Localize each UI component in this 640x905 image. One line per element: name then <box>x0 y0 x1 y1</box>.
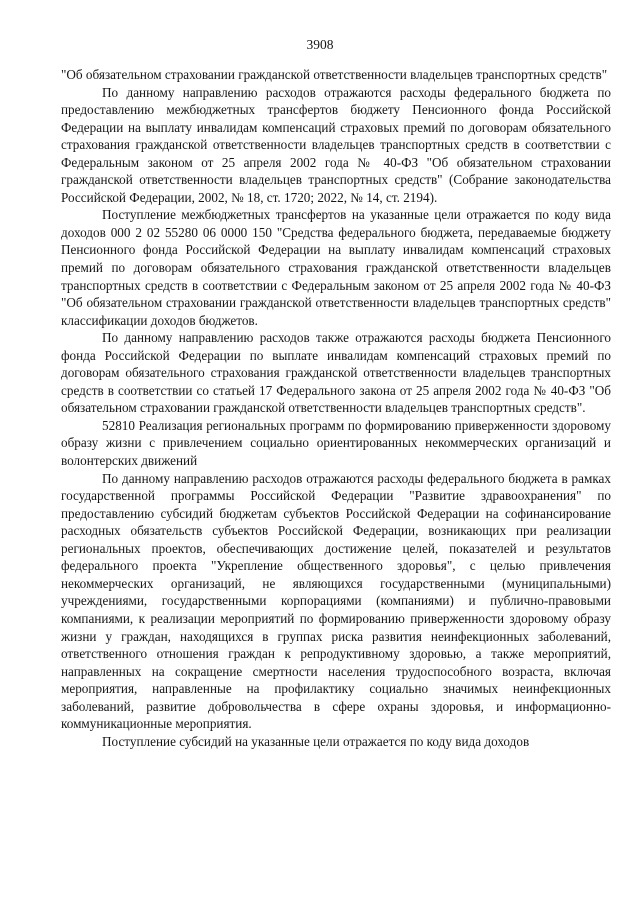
paragraph-revenue-code: Поступление межбюджетных трансфертов на указанные цели отражается по коду вида доходов 000 2 02 55280 06 0000 150 "Средства федерального бюджета, передаваемые бюджету Пенсионного фонда Российской Федерации на выплату инвалидам компенсаций страховых премий по договорам обязательного страхования гражданской ответственности владельцев транспортных средств в соответствии с Федеральным законом от 25 апреля 2002 года № 40-ФЗ "Об обязательном страховании гражданской ответственности владельцев транспортных средств" классификации доходов бюджетов. <box>61 207 611 328</box>
paragraph-healthcare-subsidies: По данному направлению расходов отражаются расходы федерального бюджета в рамках государственной программы Российской Федерации "Развитие здравоохранения" по предоставлению субсидий бюджетам субъектов Российской Федерации на софинансирование расходных обязательств субъектов Российской Федерации, возникающих при реализации региональных проектов, обеспечивающих достижение целей, показателей и результатов федерального проекта "Укрепление общественного здоровья", с целью привлечения некоммерческих организаций, не являющихся государственными (муниципальными) учреждениями, государственными корпорациями (компаниями) и публично-правовыми компаниями, к реализации мероприятий по формированию приверженности здоровому образу жизни у граждан, находящихся в группах риска развития неинфекционных заболеваний, ответственного отношения граждан к репродуктивному здоровью, а также мероприятий, направленных на сокращение смертности населения трудоспособного возраста, включая мероприятия, направленные на профилактику социально значимых неинфекционных заболеваний, развитие добровольчества в сфере охраны здоровья, и информационно-коммуникационные мероприятия. <box>61 470 611 732</box>
paragraph-subsidy-revenue-code: Поступление субсидий на указанные цели отражается по коду вида доходов <box>102 733 530 749</box>
paragraph-pension-fund-expenses: По данному направлению расходов также отражаются расходы бюджета Пенсионного фонда Российской Федерации по выплате инвалидам компенсаций страховых премий по договорам обязательного страхования гражданской ответственности владельцев транспортных средств в соответствии со статьей 17 Федерального закона от 25 апреля 2002 года № 40-ФЗ "Об обязательном страховании гражданской ответственности владельцев транспортных средств". <box>61 330 611 416</box>
page-number: 3908 <box>306 37 334 52</box>
paragraph-law-title-continuation: "Об обязательном страховании гражданской ответственности владельцев транспортных средств" <box>61 67 608 82</box>
paragraph-federal-budget-transfers: По данному направлению расходов отражаются расходы федерального бюджета по предоставлению межбюджетных трансфертов бюджету Пенсионного фонда Российской Федерации на выплату инвалидам компенсаций страховых премий по договорам обязательного страхования гражданской ответственности владельцев транспортных средств в соответствии с Федеральным законом от 25 апреля 2002 года № 40-ФЗ "Об обязательном страховании гражданской ответственности владельцев транспортных средств" (Собрание законодательства Российской Федерации, 2002, № 18, ст. 1720; 2022, № 14, ст. 2194). <box>61 84 611 205</box>
section-heading-52810: 52810 Реализация региональных программ по формированию приверженности здоровому образу жизни с привлечением социально ориентированных некоммерческих организаций и волонтерских движений <box>61 417 611 469</box>
document-body <box>61 66 611 750</box>
